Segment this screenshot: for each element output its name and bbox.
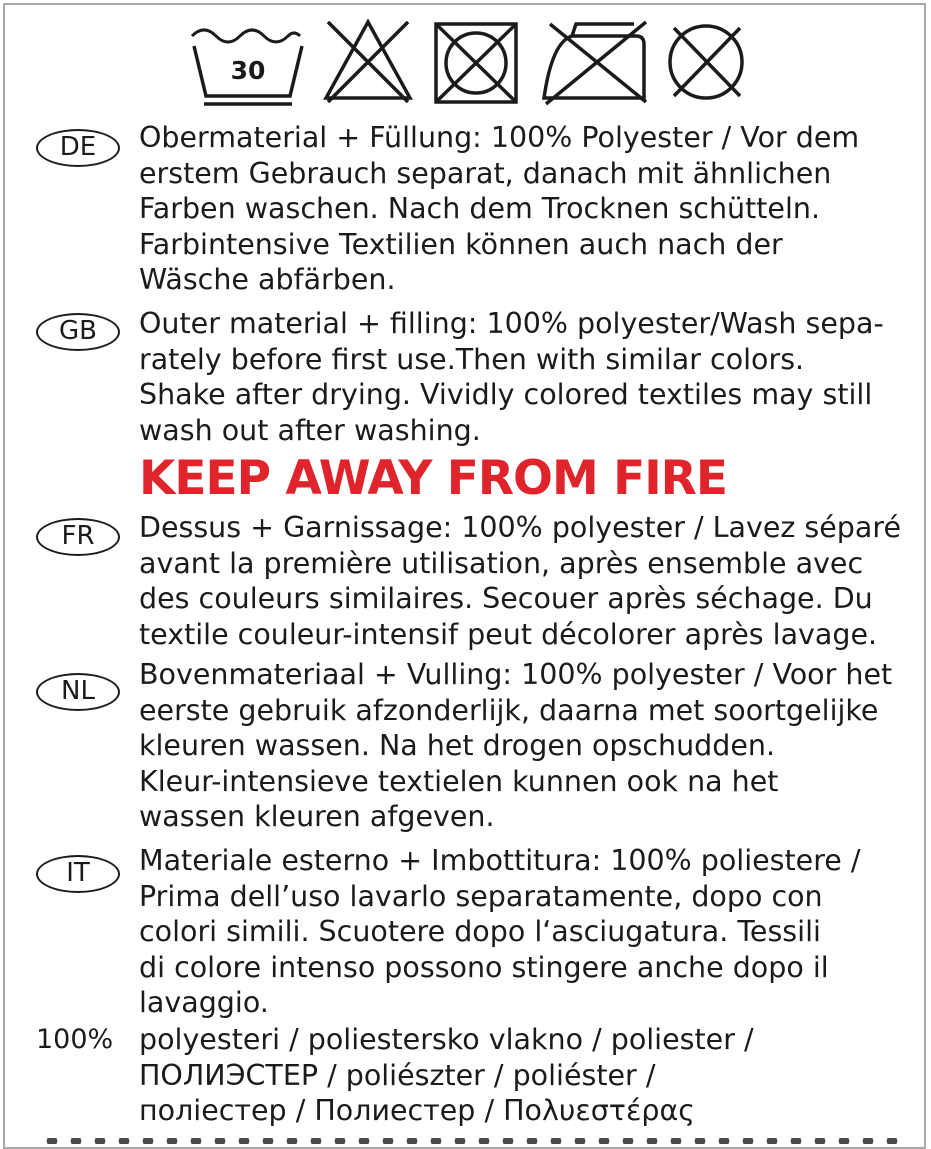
country-badge-de: DE	[36, 129, 120, 167]
no-iron-icon	[536, 14, 656, 110]
text-line: kleuren wassen. Na het drogen opschudden.	[139, 729, 776, 762]
care-text-fr	[139, 510, 901, 652]
country-badge-gb: GB	[36, 313, 120, 351]
text-line: Farbintensive Textilien können auch nach der	[139, 227, 783, 261]
text-line: di colore intenso possono stingere anche dopo il	[139, 950, 829, 984]
text-line: Farben waschen. Nach dem Trocknen schütteln.	[139, 192, 821, 225]
text-line: rately before first use.Then with similar colors.	[139, 342, 805, 376]
care-text-it	[139, 843, 861, 1021]
care-symbols-row	[188, 14, 748, 110]
text-line: ПОЛИЭСТЕР / poliészter / poliéster /	[139, 1058, 656, 1092]
text-line: eerste gebruik afzonderlijk, daarna met soortgelijke	[139, 693, 879, 727]
text-line: colori simili. Scuotere dopo l‘asciugatura. Tessili	[139, 915, 821, 948]
text-line: avant la première utilisation, après ensemble avec	[139, 546, 864, 580]
text-line: Materiale esterno + Imbottitura: 100% poliestere /	[139, 844, 861, 877]
text-line: Dessus + Garnissage: 100% polyester / Lavez séparé	[139, 511, 901, 544]
text-line: wash out after washing.	[139, 413, 481, 447]
material-percent: 100%	[36, 1024, 114, 1055]
text-line: wassen kleuren afgeven.	[139, 800, 495, 833]
cut-off-text-row	[40, 1138, 900, 1144]
no-tumble-dry-icon	[428, 14, 528, 110]
material-translations	[139, 1022, 754, 1129]
text-line: Bovenmateriaal + Vulling: 100% polyester / Voor het	[139, 658, 893, 691]
text-line: Outer material + filling: 100% polyester/Wash sepa-	[139, 307, 884, 340]
text-line: поліестер / Полиестер / Πολυεστέρας	[139, 1094, 695, 1127]
text-line: Wäsche abfärben.	[139, 263, 396, 296]
care-text-gb	[139, 306, 884, 448]
wash-temperature-label: 30	[230, 56, 266, 85]
text-line: Prima dell’uso lavarlo separatamente, dopo con	[139, 879, 823, 913]
text-line: lavaggio.	[139, 986, 269, 1019]
text-line: textile couleur-intensif peut décolorer après lavage.	[139, 617, 878, 651]
text-line: Kleur-intensieve textielen kunnen ook na het	[139, 764, 779, 798]
text-line: Shake after drying. Vividly colored textiles may still	[139, 378, 873, 411]
no-bleach-icon	[318, 14, 418, 110]
care-text-de	[139, 120, 859, 298]
text-line: des couleurs similaires. Secouer après séchage. Du	[139, 582, 873, 615]
no-dry-clean-icon	[660, 14, 756, 110]
fire-warning: KEEP AWAY FROM FIRE	[139, 451, 727, 506]
text-line: polyesteri / poliestersko vlakno / poliester /	[139, 1023, 754, 1056]
country-badge-it: IT	[36, 855, 120, 893]
text-line: erstem Gebrauch separat, danach mit ähnlichen	[139, 156, 832, 190]
country-badge-nl: NL	[36, 673, 120, 711]
text-line: Obermaterial + Füllung: 100% Polyester / Vor dem	[139, 121, 860, 154]
country-badge-fr: FR	[36, 518, 120, 556]
care-text-nl	[139, 657, 892, 835]
